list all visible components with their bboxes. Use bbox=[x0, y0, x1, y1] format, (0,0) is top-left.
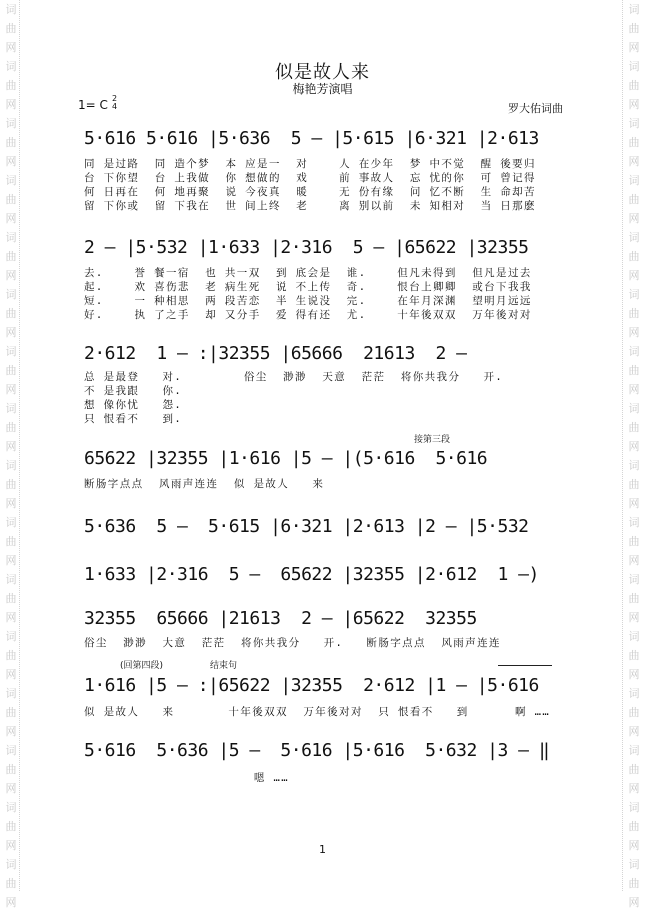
section-annotation: 接第三段 bbox=[414, 435, 451, 445]
watermark-divider-left bbox=[19, 0, 21, 891]
lyric-line: 起. 欢 喜伤悲 老 病生死 说 不上传 奇. 恨台上卿卿 或台下我我 bbox=[84, 281, 532, 293]
notation-line: 1·633 |2·316 5 — 65622 |32355 |2·612 1 —) bbox=[84, 564, 539, 585]
watermark-right: 词 曲 网 词 曲 网 词 曲 网 词 曲 网 词 曲 网 词 曲 网 词 曲 网 词 曲 网 词 曲 网 词 曲 网 词 曲 网 词 曲 网 词 曲 网 词 曲 网 词 曲 网 词 曲 网 bbox=[628, 3, 640, 909]
section-annotation: 结束句 bbox=[210, 661, 238, 671]
time-signature bbox=[112, 95, 117, 111]
lyric-line: 不 是我跟 你. bbox=[84, 385, 183, 397]
key-signature: 1= C bbox=[78, 98, 108, 112]
singer-credit: 梅艳芳演唱 bbox=[292, 82, 353, 96]
meter-top: 2 bbox=[112, 94, 118, 103]
lyric-line: 想 像你忧 怨. bbox=[84, 399, 183, 411]
lyric-line: 断肠字点点 风雨声连连 似 是故人 来 bbox=[84, 478, 325, 490]
lyric-line: 台 下你望 台 上我做 你 想做的 戏 前 事故人 忘 忧的你 可 曾记得 bbox=[84, 172, 536, 184]
watermark-divider-right bbox=[622, 0, 624, 891]
page-number: 1 bbox=[319, 843, 326, 856]
notation-line: 65622 |32355 |1·616 |5 — |(5·616 5·616 bbox=[84, 448, 488, 469]
lyric-line: 嗯 …… bbox=[84, 772, 289, 784]
slur-mark bbox=[498, 665, 552, 666]
composer-credit: 罗大佑词曲 bbox=[508, 102, 563, 115]
lyric-line: 留 下你或 留 下我在 世 间上终 老 离 别以前 未 知相对 当 日那麽 bbox=[84, 200, 536, 212]
song-title: 似是故人来 bbox=[275, 62, 370, 83]
notation-line: 1·616 |5 — :|65622 |32355 2·612 |1 — |5·616 bbox=[84, 675, 539, 696]
lyric-line: 同 是过路 同 造个梦 本 应是一 对 人 在少年 梦 中不觉 醒 後要归 bbox=[84, 158, 536, 170]
lyric-line: 似 是故人 来 十年後双双 万年後对对 只 恨看不 到 啊 …… bbox=[84, 706, 551, 718]
watermark-left: 词 曲 网 词 曲 网 词 曲 网 词 曲 网 词 曲 网 词 曲 网 词 曲 网 词 曲 网 词 曲 网 词 曲 网 词 曲 网 词 曲 网 词 曲 网 词 曲 网 词 曲 网 词 曲 网 bbox=[5, 3, 17, 909]
notation-line: 5·636 5 — 5·615 |6·321 |2·613 |2 — |5·532 bbox=[84, 516, 529, 537]
notation-line: 5·616 5·616 |5·636 5 — |5·615 |6·321 |2·613 bbox=[84, 128, 539, 149]
lyric-line: 俗尘 渺渺 大意 茫茫 将你共我分 开. 断肠字点点 风雨声连连 bbox=[84, 637, 501, 649]
notation-line: 2·612 1 — :|32355 |65666 21613 2 — bbox=[84, 343, 467, 364]
lyric-line: 去. 誉 餐一宿 也 共一双 到 底会是 谁. 但凡未得到 但凡是过去 bbox=[84, 267, 532, 279]
lyric-line: 何 日再在 何 地再聚 说 今夜真 暖 无 份有缘 问 忆不断 生 命却苦 bbox=[84, 186, 536, 198]
section-annotation: (回第四段) bbox=[120, 661, 164, 671]
lyric-line: 短. 一 种相思 两 段苦恋 半 生说没 完. 在年月深渊 望明月远远 bbox=[84, 295, 532, 307]
lyric-line: 只 恨看不 到. bbox=[84, 413, 183, 425]
meter-bottom: 4 bbox=[112, 102, 118, 111]
notation-line: 32355 65666 |21613 2 — |65622 32355 bbox=[84, 608, 477, 629]
lyric-line: 总 是最登 对. 俗尘 渺渺 天意 茫茫 将你共我分 开. bbox=[84, 371, 504, 383]
notation-line: 5·616 5·636 |5 — 5·616 |5·616 5·632 |3 — ‖ bbox=[84, 740, 550, 761]
lyric-line: 好. 执 了之手 却 又分手 爱 得有还 尤. 十年後双双 万年後对对 bbox=[84, 309, 532, 321]
notation-line: 2 — |5·532 |1·633 |2·316 5 — |65622 |32355 bbox=[84, 237, 529, 258]
